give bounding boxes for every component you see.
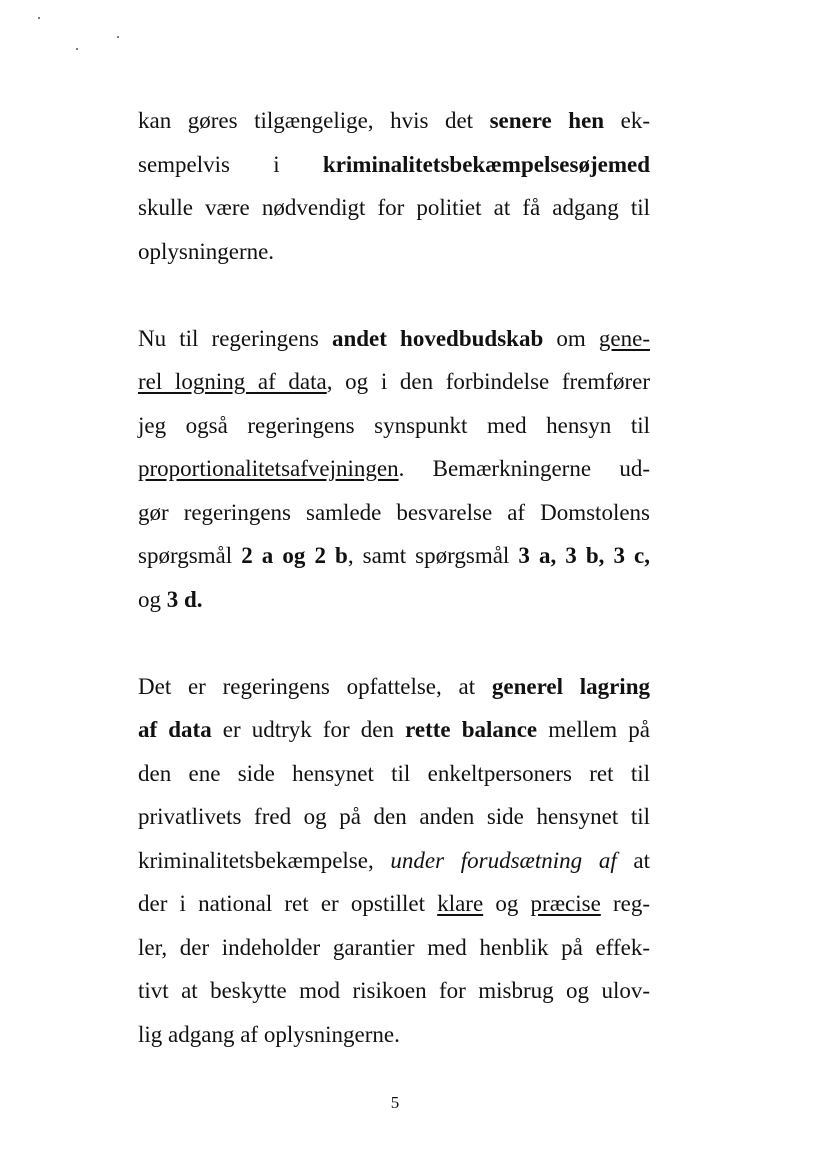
text-run: og <box>138 586 167 612</box>
text-line <box>138 578 650 622</box>
text-run: den ene side hensynet til enkeltpersoners ret til <box>138 760 650 786</box>
text-run: reg- <box>600 891 651 916</box>
text-run: spørgsmål <box>138 543 242 568</box>
text-line <box>138 926 650 970</box>
text-run: er udtryk for den <box>211 717 406 742</box>
text-run: ek- <box>604 108 650 133</box>
text-run: sempelvis i <box>138 151 323 177</box>
text-line <box>138 404 650 448</box>
text-run: privatlivets fred og på den anden side hensynet til <box>138 804 650 829</box>
text-run: oplysningerne. <box>138 238 275 264</box>
text-line <box>138 969 650 1013</box>
text-line <box>138 708 650 752</box>
text-line <box>138 491 650 535</box>
text-run: ler, der indeholder garantier med henblik på effek- <box>138 934 650 960</box>
text-line <box>138 447 650 491</box>
text-line <box>138 230 650 274</box>
text-run: , og i den forbindelse fremfører <box>326 369 651 394</box>
text-line <box>138 99 650 143</box>
text-run: . Bemærkningerne ud- <box>398 456 650 481</box>
text-run: lig adgang af oplysningerne. <box>138 1021 400 1047</box>
text-line <box>138 795 650 839</box>
underlined-text: gene- <box>598 325 650 351</box>
bold-text: generel lagring <box>491 673 650 699</box>
underlined-text: proportionalitetsafvejningen <box>138 456 399 481</box>
text-run: der i national ret er opstillet <box>138 891 438 916</box>
bold-text: rette balance <box>405 717 538 742</box>
text-line <box>138 839 650 883</box>
bold-text: 3 d. <box>166 586 203 612</box>
text-run: at <box>616 847 650 873</box>
text-run: kan gøres tilgængelige, hvis det <box>138 108 490 133</box>
text-run: om <box>543 325 599 351</box>
text-line <box>138 317 650 361</box>
text-run: Det er regeringens opfattelse, at <box>138 673 492 699</box>
text-run: jeg også regeringens synspunkt med hensyn til <box>138 412 650 438</box>
text-run: mellem på <box>537 717 650 742</box>
scan-speck <box>76 48 78 50</box>
text-line <box>138 534 650 578</box>
text-line <box>138 360 650 404</box>
text-run: kriminalitetsbekæmpelse, <box>138 847 391 873</box>
text-run: og <box>483 891 531 916</box>
underlined-text: præcise <box>530 891 601 916</box>
text-line <box>138 752 650 796</box>
body-text <box>138 99 650 1056</box>
text-line <box>138 882 650 926</box>
italic-text: under forudsætning af <box>390 847 617 873</box>
bold-text: senere hen <box>489 108 605 133</box>
bold-text: af data <box>138 717 212 742</box>
page-number: 5 <box>390 1093 400 1112</box>
paragraph <box>138 665 650 1057</box>
scan-speck <box>117 36 119 38</box>
bold-text: 2 a og 2 b <box>241 543 348 568</box>
bold-text: kriminalitetsbekæmpelsesøjemed <box>322 151 650 177</box>
text-line <box>138 665 650 709</box>
text-run: Nu til regeringens <box>138 325 332 351</box>
paragraph <box>138 99 650 273</box>
text-run: , samt spørgsmål <box>347 543 519 568</box>
paragraph <box>138 317 650 622</box>
text-line <box>138 186 650 230</box>
underlined-text: klare <box>437 891 484 916</box>
paragraph-gap <box>138 621 650 665</box>
bold-text: 3 a, 3 b, 3 c, <box>518 543 651 568</box>
bold-text: andet hovedbudskab <box>331 325 544 351</box>
underlined-text: rel logning af data <box>138 369 327 394</box>
text-line <box>138 143 650 187</box>
text-run: tivt at beskytte mod risikoen for misbrug og ulov- <box>138 978 650 1003</box>
text-line <box>138 1013 650 1057</box>
text-run: skulle være nødvendigt for politiet at få adgang til <box>138 195 650 220</box>
scan-speck <box>38 17 40 19</box>
text-run: gør regeringens samlede besvarelse af Domstolens <box>138 499 650 525</box>
paragraph-gap <box>138 273 650 317</box>
